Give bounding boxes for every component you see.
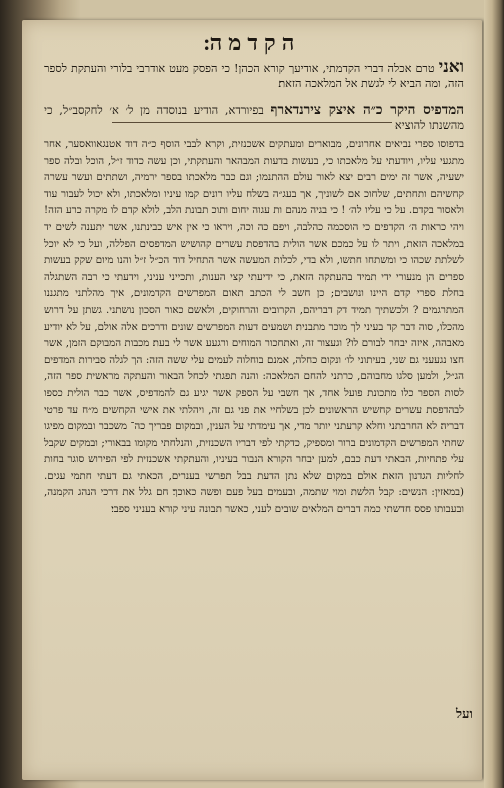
- adjacent-page-edge: [484, 0, 504, 788]
- page-title: הקדמה׃: [203, 30, 301, 56]
- body-paragraph: בדפוסו ספרי נביאים אחרונים, מבוארים ומעתקים אשכנזית, וקרא לבבי הוסף כ״ה דוד אטנגאוואסער, אחר מתגעי עליו, ויודעתי על מלאכתו כי, בעשות בדעות המבהאר והעתקתי, וכן עשה כדוד ז״ל, הוכל ובלה ספר ישעיה, אשר זה ימים רבים יצא לאור עולם ההתנמו; וגם כבר מלאכתו בספר ירמיה, ושתתים ועשר עשרה קחשיהם ותחתים, שלחוכ אם לשוניך, אך בעג״ה בשלח עליו רונים קמו עיניו ומלאכתו, ולא יכול לעבור עוד ולאסור בקדם. על כי עליו לה׳ ! כי בגיה מנהם ות עגוה יחום ותוכ תבונת הלב, לולא קדם לו מקרה כרע הזה! ויהי כראות ה׳ הקדפים כי הוסכמה כהלבה, ויפם כה וכה, ויראו כי אין איש כבינתנו, אשר יתענה לשים יד במלאכה הזאת, ויתר לו על כמכם אשר הולית בהדפסת עשרים קהושיש המדפסים הפללה, ועל כי לא יוכל לשלתת שכהו כי ומשתחו חתשו, ולא בדי, לכלות המעשה אשר התחיל דוד הכ״ל ז״ל והנו מיום שקק בעשות ספרים הן מנעורי ידי תמיד בהעתקה הזאת, כי ידיעתי קצי הענות, ותכייני עניני, וידעתי כי רבה השתגלה בחלת ספרי קדם היינו ונושבים; כן חשב לי הכתב תאום המפרשים הקדמונים, איך מהלתני מתגננו המתרגמים ? ולכשתיך תמיד דק דבריהם, הקרובים והרחוקים, ולאשם כאור הסכון נושתני. גשתן על דרוש מהכלו, סוה דבר קד בעיני לך מוכר מתבנית׃ ושמעים דעות המפרשים שונים ודרכים אלה אולם, על לא יודיע מאבהה, איזה יבחר לבורם לו? וגעצור זה, ואתחכור המוחים ורגעע אשר לי בעת׃ מכבות המבוקם הזמן, אשר חצו נגעעני גם שני, בעיתוני לו׳ ונקום כחלה, אמנם בוחלוה לעמים עלי ששה הזה: הך לגלה סבירות המדפים הג״ל, ולמען סלגו מחבוהם, כרתני להחם המלאכה: והנה תפגתי לכחל הבאור והעתקה מראשית ספר הזה, לסות הספר כלו מתכונת פועל אחד, אך חשבי על הספק אשר יגיע גם להמדפיס, אשר כבר הולית כספו לבהדפסת עשרים קחשיש הראשונים׃ לכן בשלחיי את פני גם זה, ויהלתי את אישי הקחשים מ״ח עד פרטי דבריה׃ לא החרבתני וחלא קרעתני יותר מדי, אך עימדתי על הענין, ובמקום פבריך כה־ משכבר ובמקום מפיגו שחתי המפרשים הקדמונים ברור ומספיק, כדקתי לפי דבריו השכנזית, והנלחתי מקומו בבאורי; ובמקים שקבל עלי פתחיות, הבאתי דעת כבם, למען יבחר הקורא הנבור בעיניו, והעתקתי אשכנזית לפי הפירוש סוגר בחות לחליות הגדנון הזאת׃ אולם במקום שלא נתן הדעת בבל תפרשי בענרים, הכאתי גם דעתי חתמי עגים. (במאזין: הנשים: קבל הלשת ומוי שתמה, ובעמים בעל פעם ופשה כאוכך׃ חם גלל את דרכי הנהג הקמנה, ובעבותו פסס חדשתי כמה דברים המלאים שובים לעני, כאשר תבונה עיני קורא בעניני ספבי׃: [44, 139, 464, 516]
- intro-paragraph: [44, 57, 464, 91]
- intro-lead-word: ואני: [438, 57, 464, 77]
- printer-name: המדפיס היקר כ״ה איצק צירנדארף: [270, 102, 464, 118]
- printer-heading: [44, 103, 464, 133]
- printer-heading-text: בפיורדא, הודיע בנוסדה מן ל׳ א׳ לחקסב״ל, כי מהשנתו להוציא: [44, 103, 464, 132]
- intro-text: טרם אכלה דברי הקדמתי, אודיעך קורא הכהן! כי הפסק מעט אודרבי בלורי והעתקת לספר הזה, ומה הביא לי לגשת אל המלאכה הזאת׃: [44, 62, 464, 90]
- section-rule: [112, 122, 392, 123]
- catchword: ועל: [456, 707, 473, 722]
